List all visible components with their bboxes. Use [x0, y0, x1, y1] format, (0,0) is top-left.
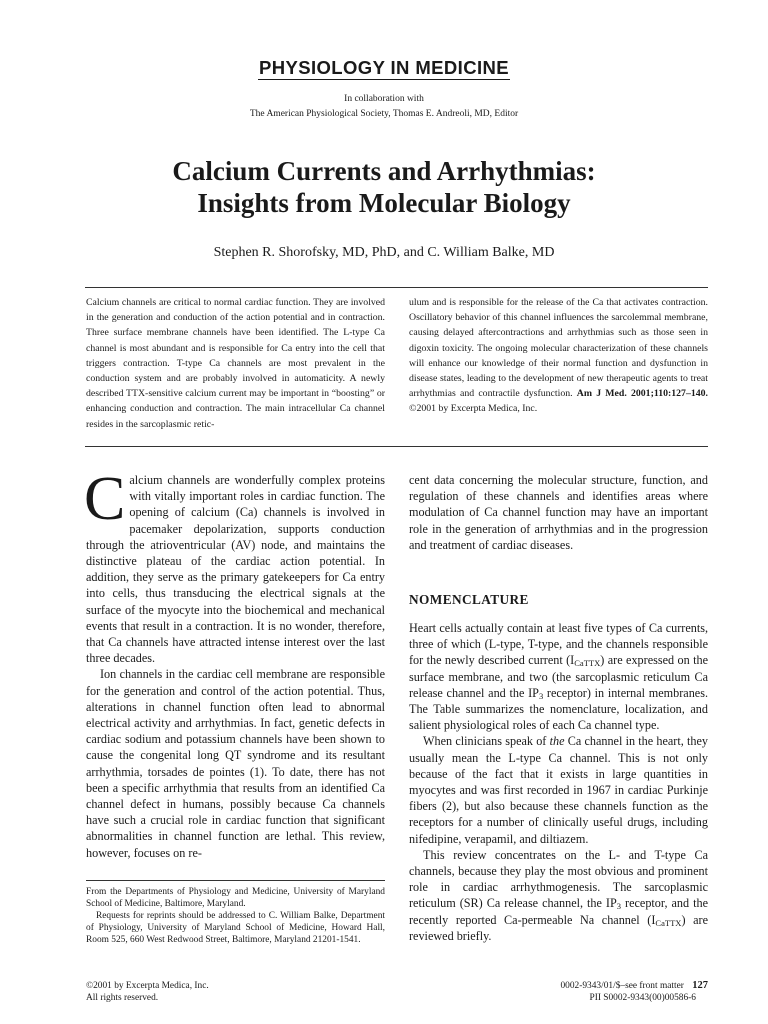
journal-section-title: PHYSIOLOGY IN MEDICINE — [258, 57, 510, 78]
footer-issn-line — [388, 980, 708, 992]
abstract-left-column — [86, 295, 385, 432]
nomenclature-section — [409, 620, 708, 944]
ip3-subscript: 3 — [538, 690, 544, 701]
footer-copyright — [86, 980, 386, 1004]
footer-copyright-line-1: ©2001 by Excerpta Medica, Inc. — [86, 981, 209, 991]
article-title-line-1: Calcium Currents and Arrhythmias: — [172, 156, 596, 186]
continuation-paragraph: cent data concerning the molecular structure, function, and regulation of these channels and identifies areas where modulation of Ca channel function may have an important role in the generation of arrhythmias and in the progression and treatment of cardiac diseases. — [409, 473, 708, 552]
article-authors: Stephen R. Shorofsky, MD, PhD, and C. William Balke, MD — [213, 245, 555, 260]
footnote-rule — [86, 880, 385, 881]
section-heading-nomenclature: NOMENCLATURE — [409, 592, 529, 607]
abstract-right-column — [409, 295, 708, 417]
abstract-left-text: Calcium channels are critical to normal cardiac function. They are involved in the generation and conduction of the action potential and in contraction. Three surface membrane channels have been identified. The L-type Ca channel is most abundant and is responsible for Ca entry into the cell that triggers contraction. T-type Ca channels are most prevalent in the conduction system and are probably involved in automaticity. A newly described TTX-sensitive calcium current may be important in “boosting” or enhancing conduction and contraction. The main intracellular Ca channel resides in the sarcoplasmic retic- — [86, 297, 385, 430]
ion-channels-paragraph: Ion channels in the cardiac cell membrane are responsible for the generation and control of the action potential. Thus, alterations in channel function often lead to abnormal electrical activity and arrhythmias. In fact, genetic defects in cardiac sodium and potassium channels have been shown to cause the congenital long QT syndrome and its resultant arrhythmia, torsades de pointes (1). To date, there has not been a specific arrhythmia that results from an identified Ca channel defect in humans, possibly because Ca channels have such a crucial role in cardiac function that significant abnormalities in channel function are lethal. This review, however, focuses on re- — [86, 667, 385, 860]
five-currents-text-a: Heart cells actually contain at least five types of Ca currents, three of which (L-type, T-type, and the channels responsible for the newly described current (I — [409, 621, 708, 668]
review-scope-paragraph — [409, 847, 708, 944]
article-title-line-2: Insights from Molecular Biology — [197, 188, 571, 218]
drop-cap: C — [84, 465, 126, 533]
abstract-bottom-rule — [85, 446, 708, 447]
affiliation-footnote: From the Departments of Physiology and Medicine, University of Maryland School of Medicine, Baltimore, Maryland. — [86, 887, 385, 909]
collaboration-note — [0, 92, 768, 122]
icattx-subscript: CaTTX — [574, 658, 601, 669]
ip3-subscript-2: 3 — [616, 901, 622, 912]
intro-paragraph — [84, 465, 385, 666]
five-currents-paragraph — [409, 620, 708, 733]
abstract-top-rule — [85, 287, 708, 288]
review-scope-text-b: receptor, and the recently reported Ca-permeable Na channel (I — [409, 896, 708, 927]
review-scope-text-a: This review concentrates on the L- and T-type Ca channels, because they play the most obvious and prominent role in cardiac arrhythmogenesis. The sarcoplasmic reticulum (SR) Ca release channel, the IP — [409, 847, 708, 911]
body-right-column — [409, 472, 708, 553]
collaboration-line-1: In collaboration with — [344, 94, 424, 104]
abstract-citation: Am J Med. 2001;110:127–140. — [576, 388, 708, 400]
review-scope-text-c: ) are reviewed briefly. — [409, 912, 709, 943]
reprints-footnote: Requests for reprints should be addressed to C. William Balke, Department of Physiology, University of Maryland School of Medicine, Howard Hall, Room 525, 660 West Redwood Street, Baltimore, Maryland 21201-1541. — [86, 911, 385, 945]
intro-paragraph-text: alcium channels are wonderfully complex proteins with vitally important roles in cardiac function. The opening of calcium (Ca) channels is involved in pacemaker depolarization, supports conduction through the atrioventricular (AV) node, and maintains the distinctive plateau of the cardiac action potential. In addition, they serve as the primary gatekeepers for Ca entry into cells, thus transducing the electrical signals at the surface of the myocyte into the biochemical and mechanical events that result in a contraction. It is no wonder, therefore, that Ca channels have attracted intense interest over the last three decades. — [86, 473, 385, 666]
clinicians-emphasis: the — [549, 734, 565, 749]
clinicians-text-a: When clinicians speak of — [423, 734, 550, 749]
icattx-subscript-2: CaTTX — [655, 917, 682, 928]
footer-issn: 0002-9343/01/$–see front matter — [560, 981, 684, 991]
article-title — [0, 155, 768, 219]
page-number: 127 — [692, 980, 708, 991]
collaboration-line-2: The American Physiological Society, Thomas E. Andreoli, MD, Editor — [249, 109, 519, 119]
clinicians-text-b: Ca channel in the heart, they usually mean the L-type Ca channel. This is not only because of the fact that it exists in large quantities in myocytes and was first recorded in 1967 in cardiac Purkinje fibers (2), but also because these channels function as the receptors for a number of clinically useful drugs, including nifedipine, verapamil, and diltiazem. — [409, 734, 708, 846]
journal-section-header — [0, 57, 768, 79]
footer-publication-info — [388, 980, 708, 1004]
footer-pii: PII S0002-9343(00)00586-6 — [589, 993, 696, 1003]
footnotes — [86, 886, 385, 946]
abstract-copyright: ©2001 by Excerpta Medica, Inc. — [409, 403, 538, 415]
five-currents-text-c: receptor) in internal membranes. The Table summarizes the nomenclature, localization, and salient physiological roles of each Ca channel type. — [409, 685, 708, 733]
body-left-column — [84, 465, 385, 861]
abstract-right-text: ulum and is responsible for the release of the Ca that activates contraction. Oscillatory behavior of this channel influences the sarcolemmal membrane, causing delayed aftercontractions and arrhythmias such as those seen in digoxin toxicity. The ongoing molecular characterization of these channels will enhance our knowledge of their normal function and dysfunction in disease states, leading to the development of new therapeutic agents to treat arrhythmias and contractile dysfunction. — [409, 297, 708, 400]
clinicians-paragraph — [409, 733, 708, 846]
five-currents-text-b: ) are expressed on the surface membrane, and two (the sarcoplasmic reticulum Ca release channel and the IP — [409, 653, 708, 700]
abstract-right-paragraph — [409, 295, 708, 417]
footer-copyright-line-2: All rights reserved. — [86, 993, 159, 1003]
